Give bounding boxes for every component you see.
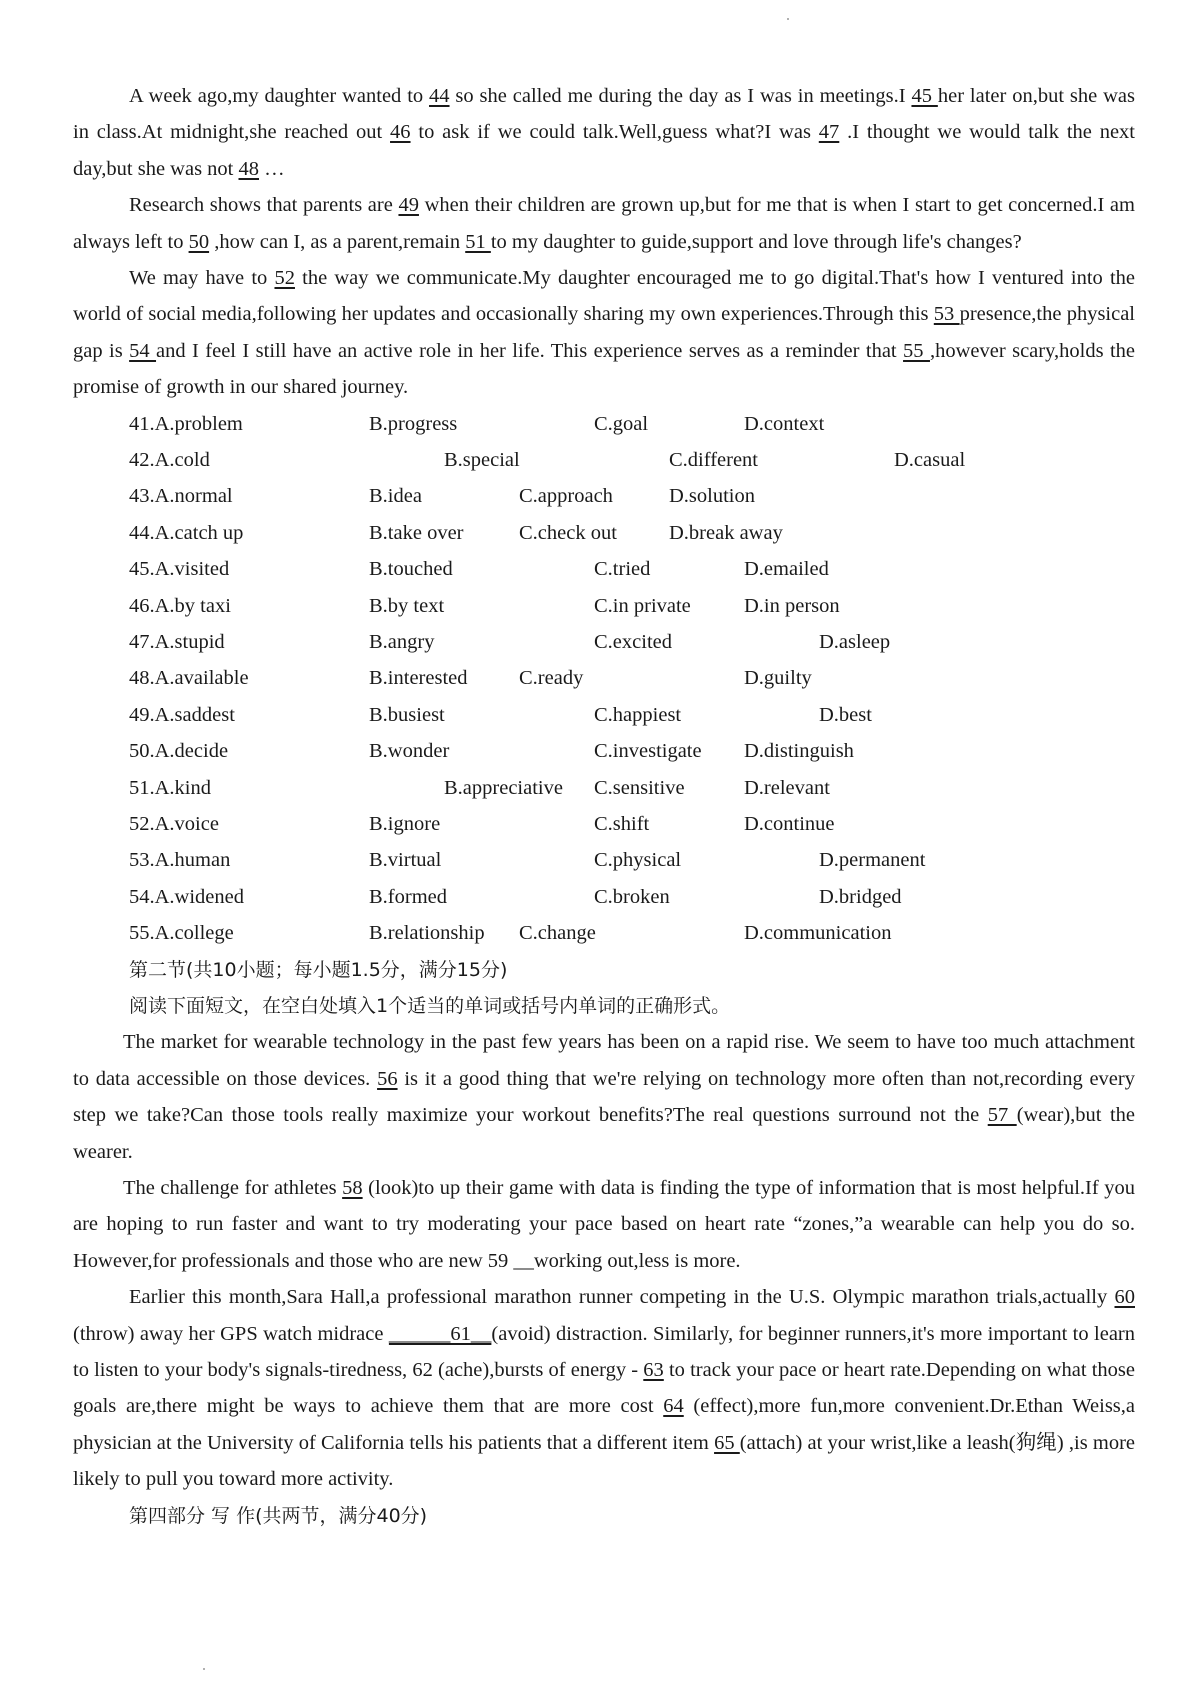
- blank-number: 46: [390, 121, 411, 144]
- option-c: C.different: [669, 449, 758, 472]
- option-c: C.in private: [594, 594, 691, 617]
- option-b: B.virtual: [369, 849, 442, 872]
- passage2-paragraph-2: The challenge for athletes 58 (look)to up their game with data is finding the type of information that is most helpful.If you are hoping to run faster and want to try moderating your pace based on heart rate “zones,”a wearable can help you do so. However,for professionals and those who are new 59 __working out,less is more.: [73, 1176, 1135, 1272]
- option-a: 53.A.human: [129, 849, 231, 872]
- section-4-heading: 第四部分 写 作(共两节，满分40分): [129, 1504, 428, 1527]
- option-c: C.tried: [594, 558, 651, 581]
- option-b: B.touched: [369, 558, 453, 581]
- option-d: D.distinguish: [744, 740, 854, 763]
- option-d: D.communication: [744, 922, 892, 945]
- option-c: C.investigate: [594, 740, 702, 763]
- blank-number: 52: [274, 267, 295, 290]
- option-row: [129, 478, 1135, 514]
- option-row: [129, 588, 1135, 624]
- option-row: [129, 442, 1135, 478]
- option-b: B.take over: [369, 521, 464, 544]
- blank-number: 48: [238, 157, 259, 180]
- option-a: 48.A.available: [129, 667, 249, 690]
- option-d: D.bridged: [819, 885, 902, 908]
- blank-number: 53: [933, 303, 960, 326]
- option-a: 49.A.saddest: [129, 703, 235, 726]
- option-row: [129, 879, 1135, 915]
- option-c: C.change: [519, 922, 596, 945]
- option-b: B.wonder: [369, 740, 450, 763]
- blank-number: 60: [1114, 1286, 1135, 1309]
- option-row: [129, 806, 1135, 842]
- blank-number: 55: [903, 339, 930, 362]
- option-d: D.solution: [669, 485, 755, 508]
- option-d: D.in person: [744, 594, 840, 617]
- scan-speck: [787, 18, 789, 20]
- option-c: C.goal: [594, 412, 649, 435]
- option-d: D.emailed: [744, 558, 829, 581]
- passage1-paragraph-3: We may have to 52 the way we communicate.My daughter encouraged me to go digital.That's how I ventured into the world of social media,following her updates and occasionally sharing my own experiences.Through this 53 presence,the physical gap is 54 and I feel I still have an active role in her life. This experience serves as a reminder that 55 ,however scary,holds the promise of growth in our shared journey.: [73, 267, 1136, 399]
- blank-number: 50: [188, 230, 210, 253]
- passage1-paragraph-2: Research shows that parents are 49 when their children are grown up,but for me that is when I start to get concerned.I am always left to 50 ,how can I, as a parent,remain 51 to my daughter to guide,support and love through life's changes?: [73, 194, 1135, 253]
- option-a: 42.A.cold: [129, 449, 210, 472]
- option-c: C.approach: [519, 485, 613, 508]
- blank-number: 45: [911, 85, 938, 107]
- option-row: [129, 515, 1135, 551]
- option-c: C.happiest: [594, 703, 682, 726]
- option-a: 44.A.catch up: [129, 521, 244, 544]
- option-c: C.sensitive: [594, 776, 685, 799]
- option-b: B.by text: [369, 594, 445, 617]
- option-b: B.progress: [369, 412, 458, 435]
- option-row: [129, 697, 1135, 733]
- blank-number: 64: [663, 1395, 684, 1418]
- blank-number: ______61__: [388, 1322, 492, 1345]
- exam-page: [73, 78, 1135, 1534]
- option-d: D.guilty: [744, 667, 812, 690]
- option-d: D.context: [744, 412, 825, 435]
- option-a: 41.A.problem: [129, 412, 243, 435]
- option-b: B.appreciative: [444, 776, 563, 799]
- passage1-paragraph-1: A week ago,my daughter wanted to 44 so she called me during the day as I was in meetings.I 45 her later on,but she was in class.At midnight,she reached out 46 to ask if we could talk.Well,guess what?I was 47 .I thought we would talk the next day,but she was not 48 …: [73, 85, 1136, 180]
- option-a: 47.A.stupid: [129, 631, 225, 653]
- blank-number: 49: [398, 194, 419, 217]
- option-a: 43.A.normal: [129, 485, 233, 508]
- option-row: [129, 624, 1135, 660]
- option-a: 46.A.by taxi: [129, 594, 231, 617]
- option-d: D.asleep: [819, 631, 891, 653]
- option-row: [129, 733, 1135, 769]
- option-a: 52.A.voice: [129, 812, 219, 835]
- option-d: D.best: [819, 703, 872, 726]
- option-b: B.special: [444, 449, 520, 472]
- option-b: B.idea: [369, 485, 422, 508]
- section-2-instruction: 阅读下面短文，在空白处填入1个适当的单词或括号内单词的正确形式。: [129, 994, 731, 1017]
- option-b: B.ignore: [369, 812, 441, 835]
- option-b: B.busiest: [369, 703, 445, 726]
- blank-number: 51: [465, 230, 491, 253]
- blank-number: 44: [429, 85, 450, 107]
- blank-number: 57: [987, 1104, 1017, 1127]
- option-a: 51.A.kind: [129, 776, 211, 799]
- option-row: [129, 842, 1135, 878]
- option-d: D.break away: [669, 521, 783, 544]
- option-a: 45.A.visited: [129, 558, 230, 581]
- option-c: C.physical: [594, 849, 682, 872]
- blank-number: 56: [377, 1067, 398, 1090]
- blank-number: 65: [714, 1431, 740, 1454]
- option-row: [129, 406, 1135, 442]
- section-2-heading: 第二节(共10小题；每小题1.5分，满分15分): [129, 958, 508, 981]
- blank-number: 47: [818, 121, 840, 144]
- option-c: C.check out: [519, 521, 617, 544]
- passage2-paragraph-3: Earlier this month,Sara Hall,a professional marathon runner competing in the U.S. Olympic marathon trials,actually 60 (throw) away her GPS watch midrace ______61__(avoid) distraction. Similarly, for beginner runners,it's more important to learn to listen to your body's signals-tiredness, 62 (ache),bursts of energy - 63 to track your pace or heart rate.Depending on what those goals are,there might be ways to achieve them that are more cost 64 (effect),more fun,more convenient.Dr.Ethan Weiss,a physician at the University of California tells his patients that a different item 65 (attach) at your wrist,like a leash(狗绳) ,is more likely to pull you toward more activity.: [73, 1286, 1136, 1491]
- option-c: C.excited: [594, 631, 672, 653]
- blank-number: 63: [643, 1358, 664, 1381]
- option-d: D.relevant: [744, 776, 830, 799]
- option-c: C.shift: [594, 812, 650, 835]
- blank-number: 54: [129, 339, 157, 362]
- option-c: C.broken: [594, 885, 670, 908]
- option-b: B.relationship: [369, 922, 485, 945]
- option-d: D.casual: [894, 449, 966, 472]
- option-d: D.permanent: [819, 849, 926, 872]
- option-row: [129, 770, 1135, 806]
- option-d: D.continue: [744, 812, 835, 835]
- option-a: 50.A.decide: [129, 740, 229, 763]
- scan-speck: [203, 1668, 205, 1670]
- option-b: B.formed: [369, 885, 447, 908]
- option-c: C.ready: [519, 667, 584, 690]
- option-a: 54.A.widened: [129, 885, 245, 908]
- option-b: B.interested: [369, 667, 468, 690]
- blank-number: 58: [342, 1176, 363, 1199]
- option-row: [129, 915, 1135, 951]
- option-row: [129, 660, 1135, 696]
- cloze-options: [73, 406, 1135, 952]
- option-b: B.angry: [369, 631, 435, 653]
- passage2-paragraph-1: The market for wearable technology in the past few years has been on a rapid rise. We seem to have too much attachment to data accessible on those devices. 56 is it a good thing that we're relying on technology more often than not,recording every step we take?Can those tools really maximize your workout benefits?The real questions surround not the 57 (wear),but the wearer.: [73, 1031, 1135, 1163]
- option-row: [129, 551, 1135, 587]
- option-a: 55.A.college: [129, 922, 234, 945]
